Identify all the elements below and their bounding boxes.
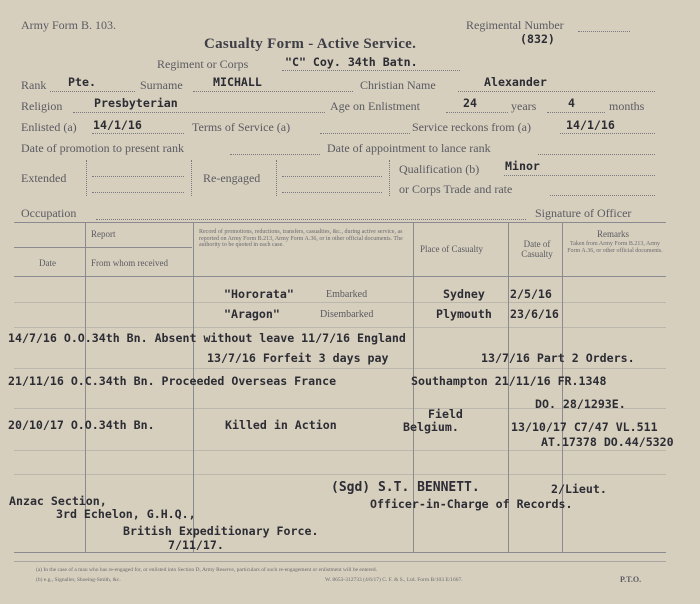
extended-bracket [86,160,192,196]
dotted-line [96,219,526,220]
entry-field: Field [428,407,463,421]
dotted-line [282,192,382,193]
header-remarks-sub: Taken from Army Form B.213, Army Form A.36, or other official documents. [567,241,663,254]
terms-label: Terms of Service (a) [192,120,291,134]
promotion-label: Date of promotion to present rank [21,141,184,155]
qualification-label: Qualification (b) [399,162,480,176]
entry-belgium: Belgium. [403,420,459,434]
surname-value: MICHALL [213,75,262,89]
rank-value: Pte. [68,75,96,89]
header-remarks: Remarks [597,229,629,239]
dotted-line [92,192,184,193]
header-report: Report [91,229,116,239]
dotted-line [550,195,655,196]
regimental-number-label: Regimental Number [466,18,564,32]
disembarked-label: Disembarked [320,309,374,320]
signature-date: 7/11/17. [168,538,224,552]
third-echelon: 3rd Echelon, G.H.Q., [56,507,196,521]
signature-label: Signature of Officer [535,206,632,220]
table-top-rule [14,222,666,223]
embarked-label: Embarked [326,289,368,300]
dotted-line [538,154,655,155]
enlisted-label: Enlisted (a) [21,120,77,134]
entry-awol: 14/7/16 O.O.34th Bn. Absent without leave 11/7/16 England [8,331,406,345]
footnote-b: (b) e.g., Signaller, Shoeing-Smith, &c. [36,577,121,583]
reengaged-bracket [276,160,390,196]
entry-part2-orders: 13/7/16 Part 2 Orders. [481,351,635,365]
dotted-line [320,133,410,134]
dotted-line [458,91,655,92]
disembark-date: 23/6/16 [510,307,559,321]
rank-label: Rank [21,78,47,92]
row-rule [14,450,666,451]
disembark-place: Plymouth [436,307,492,321]
row-rule [14,368,666,369]
dotted-line [73,112,325,113]
dotted-line [504,175,655,176]
extended-label: Extended [21,171,67,185]
row-rule [14,327,666,328]
dotted-line [92,133,184,134]
religion-label: Religion [21,99,63,113]
christian-name-label: Christian Name [360,78,436,92]
row-rule [14,302,666,303]
christian-name-value: Alexander [484,75,547,89]
religion-value: Presbyterian [94,96,178,110]
age-label: Age on Enlistment [330,99,420,113]
signed-by: (Sgd) S.T. BENNETT. [331,480,480,495]
reckons-value: 14/1/16 [566,118,615,132]
regiment-label: Regiment or Corps [157,57,249,71]
row-rule [14,474,666,475]
dotted-line [560,133,655,134]
report-subheader-rule [14,247,192,248]
years-label: years [511,99,537,113]
table-bottom-rule [14,552,666,553]
anzac-section: Anzac Section, [9,494,107,508]
ship-hororata: "Hororata" [224,287,294,301]
dotted-line [547,112,605,113]
dotted-line [193,91,353,92]
dotted-line [230,154,320,155]
qualification-value: Minor [505,159,540,173]
entry-forfeit: 13/7/16 Forfeit 3 days pay [207,351,389,365]
occupation-label: Occupation [21,206,77,220]
regiment-value: "C" Coy. 34th Batn. [285,55,418,69]
dotted-line [446,112,508,113]
dotted-line [578,31,630,32]
reengaged-label: Re-engaged [203,171,261,185]
signatory-title: Officer-in-Charge of Records. [370,497,573,511]
months-label: months [609,99,645,113]
lance-label: Date of appointment to lance rank [327,141,491,155]
dotted-line [92,176,184,177]
header-record: Record of promotions, reductions, transfers, casualties, &c., during active service, as reported on Army Form B.213, Army Form A.36, or in other official documents. The authority to be quoted in each case. [199,229,403,248]
regimental-number-value: (832) [520,32,555,46]
embark-date: 2/5/16 [510,287,552,301]
footnote-rule [14,561,666,562]
age-years-value: 24 [463,96,477,110]
surname-label: Surname [140,78,183,92]
entry-kia-date-unit: 20/10/17 O.O.34th Bn. [8,418,155,432]
embark-place: Sydney [443,287,485,301]
ship-aragon: "Aragon" [224,307,280,321]
dotted-line [282,70,460,71]
header-date-casualty: Date of Casualty [521,239,553,259]
form-id: Army Form B. 103. [21,18,117,32]
header-date: Date [39,258,56,268]
form-title: Casualty Form - Active Service. [204,36,417,52]
header-from-whom: From whom received [91,258,168,268]
dotted-line [50,91,135,92]
enlisted-value: 14/1/16 [93,118,142,132]
printer-imprint: W. 8653-312733 (4/6/17) C. F. & S., Ltd. Form B/103 E/1667. [325,577,463,583]
pto-mark: P.T.O. [620,575,642,584]
dotted-line [282,176,382,177]
header-place: Place of Casualty [420,244,483,254]
signatory-rank: 2/Lieut. [551,482,607,496]
bef: British Expeditionary Force. [123,524,319,538]
entry-killed-in-action: Killed in Action [225,418,337,432]
table-header-rule [14,276,666,277]
entry-overseas: 21/11/16 O.C.34th Bn. Proceeded Overseas France [8,374,337,388]
entry-kia-date: 13/10/17 C7/47 VL.511 [511,420,658,434]
trade-label: or Corps Trade and rate [399,182,513,196]
entry-do-1293e: DO. 28/1293E. [535,397,626,411]
reckons-label: Service reckons from (a) [412,120,531,134]
age-months-value: 4 [568,96,575,110]
entry-southampton: Southampton 21/11/16 FR.1348 [411,374,607,388]
footnote-a: (a) In the case of a man who has re-engaged for, or enlisted into Section D, Army Reserve, particulars of such re-engagement or enlistment will be entered. [36,567,377,573]
entry-at-do: AT.17378 DO.44/5320 [541,435,674,449]
